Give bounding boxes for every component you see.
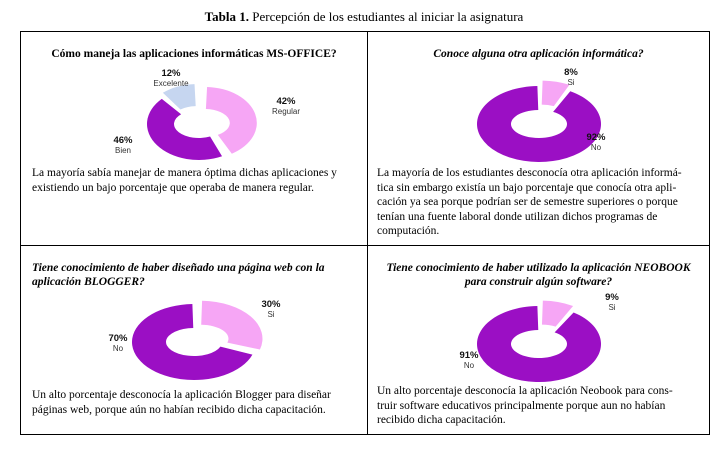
value-label-si: 8% (564, 67, 578, 78)
donut-chart-1 (124, 74, 274, 174)
paragraph-line: truir software educativos principalmente porque aun no habían (377, 399, 666, 412)
question-line: Tiene conocimiento de haber diseñado una página web con la (32, 262, 325, 274)
paragraph-line: computación. (377, 225, 440, 237)
caption-text: Percepción de los estudiantes al iniciar la asignatura (248, 9, 524, 24)
question-4 (368, 261, 709, 289)
label-no-4 (446, 351, 492, 371)
paragraph-2 (377, 166, 703, 239)
paragraph-line: Un alto porcentaje desconocía la aplicación Blogger para diseñar (32, 389, 331, 401)
category-label-bien: Bien (114, 146, 131, 155)
label-no-2 (576, 133, 616, 153)
value-label-excelente: 12% (161, 68, 181, 79)
label-si-3 (251, 300, 291, 320)
question-1: Cómo maneja las aplicaciones informáticas MS-OFFICE? (51, 48, 337, 60)
value-label-no: 70% (108, 333, 128, 344)
category-label-no: No (112, 344, 124, 353)
question-line: Tiene conocimiento de haber utilizado la aplicación NEOBOOK (386, 262, 691, 274)
label-excelente (141, 69, 201, 89)
paragraph-3 (32, 388, 362, 417)
label-bien (93, 136, 153, 156)
donut-chart-2 (464, 74, 624, 174)
slice-no (477, 306, 601, 382)
paragraph-line: La mayoría de los estudiantes desconocía otra aplicación informá- (377, 167, 682, 179)
question-line: para construir algún software? (464, 276, 613, 288)
horizontal-divider (21, 245, 709, 246)
paragraph-4 (377, 384, 703, 428)
label-si-4 (594, 293, 630, 313)
label-si-2 (553, 68, 589, 88)
category-label-si: Si (267, 310, 275, 319)
value-label-regular: 42% (276, 96, 296, 107)
label-no-3 (98, 334, 138, 354)
paragraph-line: Un alto porcentaje desconocía la aplicación Neobook para cons- (377, 385, 673, 397)
category-label-si: Si (567, 78, 575, 87)
value-label-no: 91% (459, 350, 479, 361)
paragraph-line: La mayoría sabía manejar de manera óptima dichas aplicaciones y (32, 167, 337, 179)
value-label-bien: 46% (113, 135, 133, 146)
value-label-no: 92% (586, 132, 606, 143)
caption-label: Tabla 1. (204, 9, 249, 24)
label-regular (256, 97, 316, 117)
paragraph-line: tica sin embargo existía un bajo porcentaje que conocía otra apli- (377, 181, 677, 194)
perception-table (20, 31, 710, 435)
category-label-excelente: Excelente (153, 79, 189, 88)
vertical-divider (367, 32, 368, 434)
value-label-si: 30% (261, 299, 281, 310)
paragraph-line: existiendo un bajo porcentaje que operaba de manera regular. (32, 181, 314, 194)
paragraph-line: recibido dicha capacitación. (377, 414, 506, 426)
question-2: Conoce alguna otra aplicación informática? (433, 48, 644, 60)
category-label-si: Si (608, 303, 616, 312)
category-label-no: No (463, 361, 475, 370)
paragraph-1 (32, 166, 362, 195)
paragraph-line: cación ya sea porque podrían ser de semestre superiores o porque (377, 196, 678, 208)
category-label-no: No (590, 143, 602, 152)
paragraph-line: páginas web, porque aún no habían recibido dicha capacitación. (32, 403, 326, 416)
paragraph-line: tenían una fuente laboral donde utilizan dichos programas de (377, 210, 658, 223)
value-label-si: 9% (605, 292, 619, 303)
question-3 (32, 261, 362, 289)
category-label-regular: Regular (271, 107, 300, 116)
question-line: aplicación BLOGGER? (32, 276, 145, 288)
table-caption (0, 9, 728, 25)
